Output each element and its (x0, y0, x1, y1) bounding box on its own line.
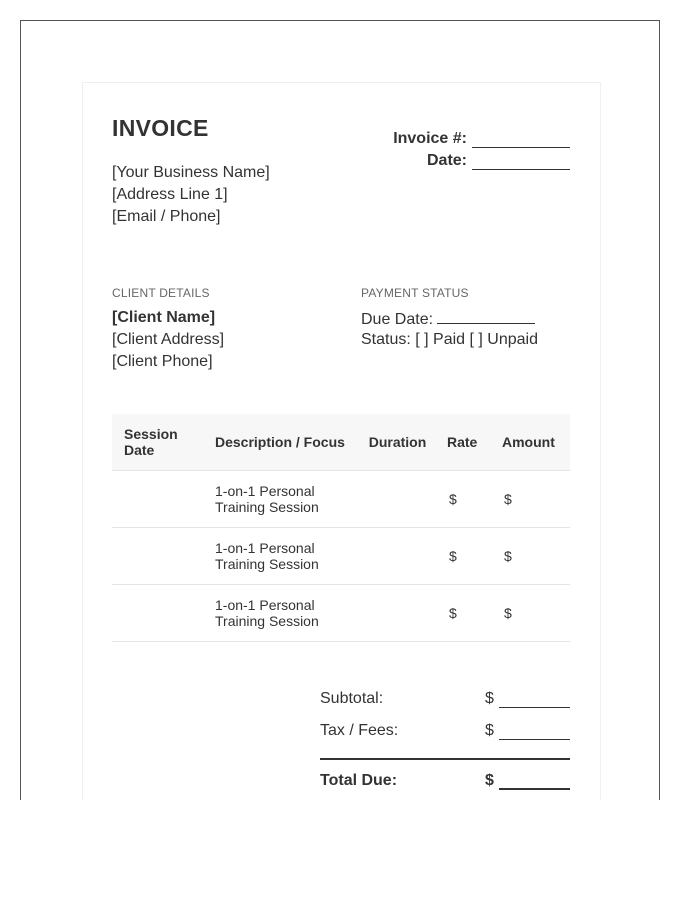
table-header-row (112, 414, 570, 471)
invoice-date-row (427, 152, 570, 170)
subtotal-field[interactable] (499, 693, 570, 708)
business-address: [Address Line 1] (112, 186, 228, 203)
invoice-number-row (393, 130, 570, 148)
table-row (112, 585, 570, 642)
client-phone: [Client Phone] (112, 353, 213, 370)
row-description: 1-on-1 Personal Training Session (203, 471, 348, 528)
row-rate: $ (447, 528, 502, 585)
row-duration (348, 585, 447, 642)
tax-label: Tax / Fees: (320, 722, 399, 739)
due-date-field[interactable] (437, 309, 535, 324)
header-duration: Duration (348, 414, 447, 471)
row-rate: $ (447, 471, 502, 528)
invoice-date-label: Date: (426, 152, 467, 169)
row-duration (348, 528, 447, 585)
header-amount: Amount (502, 414, 570, 471)
client-details-heading: CLIENT DETAILS (112, 286, 210, 300)
payment-status-text: Status: [ ] Paid [ ] Unpaid (361, 331, 538, 348)
header-description: Description / Focus (203, 414, 348, 471)
subtotal-label: Subtotal: (320, 690, 384, 707)
row-session-date (112, 471, 203, 528)
total-due-field[interactable] (499, 774, 570, 790)
business-name: [Your Business Name] (112, 164, 270, 181)
row-description: 1-on-1 Personal Training Session (203, 585, 348, 642)
tax-value (485, 722, 570, 740)
client-name: [Client Name] (112, 309, 216, 326)
invoice-date-field[interactable] (472, 155, 570, 170)
total-due-value (485, 772, 570, 790)
tax-field[interactable] (499, 725, 570, 740)
business-contact: [Email / Phone] (112, 208, 221, 225)
row-session-date (112, 528, 203, 585)
total-divider (320, 758, 570, 760)
table-row (112, 528, 570, 585)
invoice-title: INVOICE (112, 115, 209, 141)
line-items-table (112, 414, 570, 642)
invoice-number-label: Invoice #: (393, 130, 467, 147)
row-duration (348, 471, 447, 528)
row-amount: $ (502, 585, 570, 642)
due-date-label: Due Date: (361, 311, 434, 328)
client-address: [Client Address] (112, 331, 225, 348)
table-row (112, 471, 570, 528)
invoice-number-field[interactable] (472, 133, 570, 148)
row-amount: $ (502, 528, 570, 585)
row-amount: $ (502, 471, 570, 528)
subtotal-value (485, 690, 570, 708)
total-currency: $ (485, 772, 494, 789)
header-session-date: Session Date (112, 414, 203, 471)
payment-status-heading: PAYMENT STATUS (361, 286, 469, 300)
total-due-label: Total Due: (320, 772, 398, 789)
row-rate: $ (447, 585, 502, 642)
row-description: 1-on-1 Personal Training Session (203, 528, 348, 585)
subtotal-currency: $ (485, 690, 494, 707)
due-date-row (361, 309, 535, 329)
row-session-date (112, 585, 203, 642)
tax-currency: $ (485, 722, 494, 739)
header-rate: Rate (447, 414, 502, 471)
